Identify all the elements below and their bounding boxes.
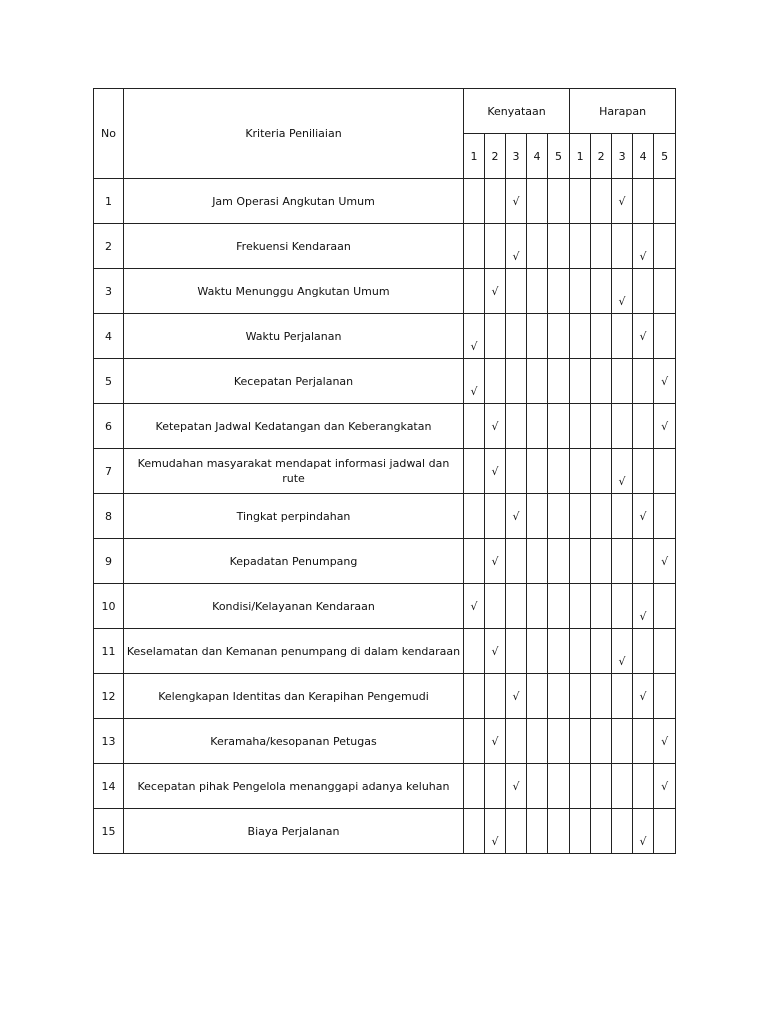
row-criteria: Waktu Perjalanan [124,314,464,359]
row-no: 7 [94,449,124,494]
scale-harapan-5: 5 [654,134,676,179]
harapan-score-5-cell [654,224,676,269]
row-no: 11 [94,629,124,674]
harapan-score-2-cell [591,314,612,359]
harapan-score-1-cell [570,404,591,449]
kenyataan-score-4-cell [527,809,548,854]
harapan-score-1-cell [570,449,591,494]
harapan-score-3-cell [612,719,633,764]
kenyataan-score-4-cell [527,539,548,584]
kenyataan-check-mark: √ [464,314,485,359]
kenyataan-score-3-cell [506,449,527,494]
harapan-score-3-cell [612,314,633,359]
harapan-score-4-cell [633,179,654,224]
table-header [94,89,676,179]
kenyataan-score-3-cell [506,404,527,449]
kenyataan-check-mark: √ [506,674,527,719]
kenyataan-score-3-cell [506,539,527,584]
row-criteria: Kecepatan Perjalanan [124,359,464,404]
harapan-score-4-cell [633,404,654,449]
row-no: 12 [94,674,124,719]
table-row [94,449,676,494]
harapan-score-4-cell [633,449,654,494]
kenyataan-score-4-cell [527,494,548,539]
kenyataan-score-5-cell [548,674,570,719]
scale-kenyataan-5: 5 [548,134,570,179]
kenyataan-score-4-cell [527,224,548,269]
row-no: 13 [94,719,124,764]
kenyataan-score-5-cell [548,314,570,359]
row-no: 10 [94,584,124,629]
harapan-score-1-cell [570,269,591,314]
harapan-check-mark: √ [654,539,676,584]
kenyataan-score-5-cell [548,584,570,629]
row-criteria: Keramaha/kesopanan Petugas [124,719,464,764]
kenyataan-score-4-cell [527,314,548,359]
harapan-score-4-cell [633,719,654,764]
row-no: 6 [94,404,124,449]
row-criteria: Frekuensi Kendaraan [124,224,464,269]
harapan-score-3-cell [612,674,633,719]
scale-kenyataan-3: 3 [506,134,527,179]
harapan-score-5-cell [654,674,676,719]
harapan-score-1-cell [570,494,591,539]
harapan-score-1-cell [570,719,591,764]
row-criteria: Keselamatan dan Kemanan penumpang di dalam kendaraan [124,629,464,674]
harapan-score-3-cell [612,494,633,539]
row-no: 2 [94,224,124,269]
kenyataan-score-5-cell [548,764,570,809]
harapan-score-2-cell [591,404,612,449]
kenyataan-score-4-cell [527,269,548,314]
table-row [94,404,676,449]
table-row [94,809,676,854]
harapan-score-3-cell [612,404,633,449]
harapan-score-4-cell [633,539,654,584]
header-kenyataan: Kenyataan [464,89,570,134]
harapan-score-2-cell [591,179,612,224]
kenyataan-check-mark: √ [485,809,506,854]
kenyataan-score-4-cell [527,359,548,404]
table-row [94,179,676,224]
kenyataan-score-4-cell [527,179,548,224]
row-no: 9 [94,539,124,584]
kenyataan-check-mark: √ [485,539,506,584]
harapan-score-3-cell [612,539,633,584]
kenyataan-score-4-cell [527,404,548,449]
kenyataan-check-mark: √ [506,764,527,809]
harapan-check-mark: √ [654,404,676,449]
table-row [94,674,676,719]
row-criteria: Jam Operasi Angkutan Umum [124,179,464,224]
kenyataan-score-1-cell [464,269,485,314]
row-no: 15 [94,809,124,854]
kenyataan-score-4-cell [527,629,548,674]
harapan-score-1-cell [570,359,591,404]
kenyataan-check-mark: √ [464,584,485,629]
kenyataan-score-1-cell [464,494,485,539]
kenyataan-score-4-cell [527,719,548,764]
kenyataan-score-3-cell [506,584,527,629]
harapan-score-5-cell [654,494,676,539]
scale-harapan-2: 2 [591,134,612,179]
row-criteria: Kepadatan Penumpang [124,539,464,584]
harapan-check-mark: √ [612,629,633,674]
table-row [94,584,676,629]
row-criteria: Kondisi/Kelayanan Kendaraan [124,584,464,629]
harapan-score-2-cell [591,359,612,404]
kenyataan-check-mark: √ [506,179,527,224]
kenyataan-score-4-cell [527,449,548,494]
kenyataan-score-1-cell [464,629,485,674]
kenyataan-score-2-cell [485,764,506,809]
row-no: 3 [94,269,124,314]
harapan-score-4-cell [633,359,654,404]
kenyataan-score-5-cell [548,269,570,314]
kenyataan-score-2-cell [485,179,506,224]
row-criteria: Kemudahan masyarakat mendapat informasi jadwal dan rute [124,449,464,494]
kenyataan-score-5-cell [548,629,570,674]
kenyataan-score-2-cell [485,314,506,359]
scale-harapan-3: 3 [612,134,633,179]
kenyataan-score-3-cell [506,269,527,314]
harapan-check-mark: √ [612,269,633,314]
harapan-check-mark: √ [654,719,676,764]
harapan-score-1-cell [570,764,591,809]
table-row [94,224,676,269]
harapan-score-5-cell [654,629,676,674]
kenyataan-score-3-cell [506,314,527,359]
kenyataan-score-1-cell [464,809,485,854]
kenyataan-score-5-cell [548,404,570,449]
harapan-check-mark: √ [654,359,676,404]
harapan-score-2-cell [591,584,612,629]
row-criteria: Tingkat perpindahan [124,494,464,539]
harapan-check-mark: √ [633,584,654,629]
harapan-score-1-cell [570,809,591,854]
kenyataan-score-2-cell [485,359,506,404]
harapan-score-5-cell [654,269,676,314]
kenyataan-score-1-cell [464,224,485,269]
harapan-score-2-cell [591,809,612,854]
harapan-score-1-cell [570,674,591,719]
harapan-score-4-cell [633,629,654,674]
harapan-score-1-cell [570,224,591,269]
table-body [94,179,676,854]
harapan-score-2-cell [591,449,612,494]
harapan-score-3-cell [612,584,633,629]
kenyataan-score-1-cell [464,179,485,224]
kenyataan-score-2-cell [485,584,506,629]
harapan-check-mark: √ [633,224,654,269]
table-row [94,359,676,404]
kenyataan-check-mark: √ [485,629,506,674]
harapan-score-2-cell [591,674,612,719]
kenyataan-score-5-cell [548,809,570,854]
kenyataan-score-2-cell [485,674,506,719]
row-no: 5 [94,359,124,404]
table-row [94,764,676,809]
harapan-check-mark: √ [633,809,654,854]
kenyataan-score-5-cell [548,449,570,494]
scale-kenyataan-4: 4 [527,134,548,179]
kenyataan-score-3-cell [506,809,527,854]
row-no: 14 [94,764,124,809]
harapan-check-mark: √ [633,674,654,719]
harapan-score-4-cell [633,764,654,809]
kenyataan-score-5-cell [548,539,570,584]
harapan-score-4-cell [633,269,654,314]
kenyataan-score-3-cell [506,629,527,674]
kenyataan-score-3-cell [506,719,527,764]
kenyataan-check-mark: √ [485,719,506,764]
harapan-score-3-cell [612,764,633,809]
kenyataan-score-5-cell [548,359,570,404]
row-criteria: Kecepatan pihak Pengelola menanggapi adanya keluhan [124,764,464,809]
kenyataan-score-5-cell [548,224,570,269]
harapan-score-5-cell [654,584,676,629]
row-criteria: Biaya Perjalanan [124,809,464,854]
kenyataan-check-mark: √ [464,359,485,404]
harapan-score-3-cell [612,359,633,404]
harapan-score-5-cell [654,179,676,224]
header-harapan: Harapan [570,89,676,134]
harapan-check-mark: √ [654,764,676,809]
harapan-check-mark: √ [612,449,633,494]
kenyataan-score-1-cell [464,449,485,494]
scale-kenyataan-1: 1 [464,134,485,179]
kenyataan-score-1-cell [464,674,485,719]
kenyataan-score-5-cell [548,179,570,224]
kenyataan-score-1-cell [464,719,485,764]
harapan-score-2-cell [591,269,612,314]
kenyataan-score-4-cell [527,764,548,809]
scale-harapan-4: 4 [633,134,654,179]
kenyataan-score-1-cell [464,404,485,449]
harapan-score-2-cell [591,224,612,269]
harapan-score-2-cell [591,719,612,764]
kenyataan-check-mark: √ [485,269,506,314]
scale-harapan-1: 1 [570,134,591,179]
kenyataan-score-5-cell [548,719,570,764]
row-no: 4 [94,314,124,359]
harapan-score-2-cell [591,764,612,809]
kenyataan-score-1-cell [464,539,485,584]
row-criteria: Ketepatan Jadwal Kedatangan dan Keberangkatan [124,404,464,449]
table-row [94,629,676,674]
assessment-table [93,88,676,854]
scale-kenyataan-2: 2 [485,134,506,179]
table-row [94,494,676,539]
header-no: No [94,89,124,179]
table-row [94,314,676,359]
kenyataan-score-2-cell [485,494,506,539]
header-criteria: Kriteria Peniliaian [124,89,464,179]
harapan-score-3-cell [612,809,633,854]
harapan-score-3-cell [612,224,633,269]
harapan-score-5-cell [654,449,676,494]
row-criteria: Waktu Menunggu Angkutan Umum [124,269,464,314]
table-row [94,539,676,584]
row-no: 8 [94,494,124,539]
harapan-score-1-cell [570,629,591,674]
harapan-score-1-cell [570,179,591,224]
kenyataan-check-mark: √ [506,224,527,269]
harapan-score-5-cell [654,314,676,359]
harapan-score-1-cell [570,314,591,359]
harapan-check-mark: √ [633,494,654,539]
kenyataan-score-4-cell [527,584,548,629]
harapan-check-mark: √ [612,179,633,224]
kenyataan-check-mark: √ [506,494,527,539]
kenyataan-score-2-cell [485,224,506,269]
harapan-score-2-cell [591,629,612,674]
row-no: 1 [94,179,124,224]
harapan-check-mark: √ [633,314,654,359]
kenyataan-score-4-cell [527,674,548,719]
kenyataan-score-3-cell [506,359,527,404]
harapan-score-2-cell [591,539,612,584]
row-criteria: Kelengkapan Identitas dan Kerapihan Pengemudi [124,674,464,719]
kenyataan-score-1-cell [464,764,485,809]
kenyataan-check-mark: √ [485,449,506,494]
kenyataan-score-5-cell [548,494,570,539]
kenyataan-check-mark: √ [485,404,506,449]
harapan-score-1-cell [570,539,591,584]
harapan-score-5-cell [654,809,676,854]
harapan-score-2-cell [591,494,612,539]
harapan-score-1-cell [570,584,591,629]
table-row [94,719,676,764]
table-row [94,269,676,314]
